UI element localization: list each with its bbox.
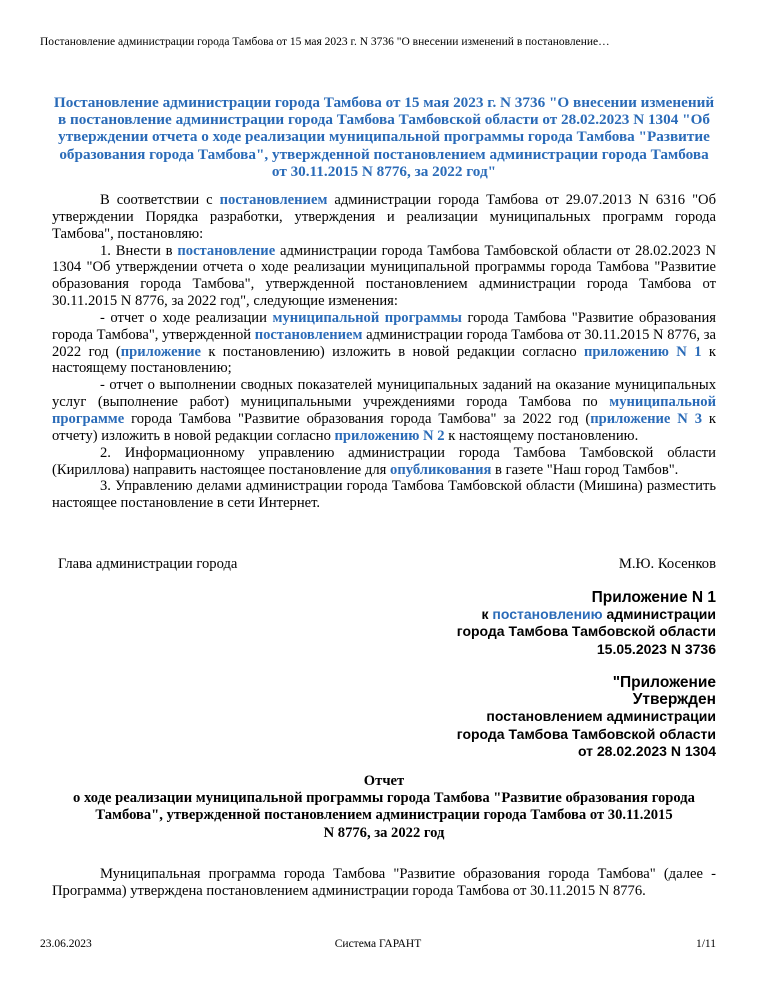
text-fragment: администрации города Тамбова от 30.11.2015 N 8776, за 2022 год (	[52, 326, 716, 360]
text-fragment: 3. Управлению делами администрации города Тамбова Тамбовской области (Мишина) разместить настоящее постановление в сети Интернет.	[52, 478, 716, 512]
text-fragment: администрации	[602, 606, 716, 623]
text-fragment: - отчет о выполнении сводных показателей муниципальных заданий на оказание муниципальных услуг (выполнение работ) муниципальными учреждениями города Тамбова по	[52, 377, 716, 411]
text-fragment: города Тамбова "Развитие образования города Тамбова", утвержденной	[52, 309, 717, 343]
appendix-1-line: города Тамбова Тамбовской области	[456, 623, 716, 640]
link-postanovleniem-2[interactable]: постановлением	[254, 326, 363, 343]
appendix-approval-line: города Тамбова Тамбовской области	[456, 725, 716, 742]
report-subtitle-line: Тамбова", утвержденной постановлением администрации города Тамбова от 30.11.2015	[95, 807, 673, 824]
text-fragment: города Тамбова "Развитие образования города Тамбова" за 2022 год (	[124, 410, 591, 427]
appendix-approval-title: "Приложение	[612, 674, 716, 691]
appendix-approval-header	[296, 674, 716, 760]
text-fragment: к настоящему постановлению.	[444, 427, 639, 444]
appendix-approval-date: от 28.02.2023 N 1304	[577, 742, 716, 759]
signature-position: Глава администрации города	[58, 556, 238, 572]
paragraph-item-1	[52, 243, 716, 310]
document-body	[52, 192, 716, 512]
link-municipal-program[interactable]: муниципальной программы	[272, 309, 462, 326]
text-fragment: 2. Информационному управлению администрации города Тамбова Тамбовской области (Кириллова) направить настоящее постановление для	[52, 444, 716, 478]
text-fragment: к постановлению) изложить в новой редакции согласно	[200, 343, 585, 360]
paragraph-change-1	[52, 310, 716, 377]
footer-system: Система ГАРАНТ	[334, 938, 422, 950]
text-fragment: администрации города Тамбова Тамбовской области от 28.02.2023 N 1304 "Об утверждении отчета о ходе реализации муниципальной программы города Тамбова "Развитие образования города Тамбова", утвержденной постановлением администрации города Тамбова от 30.11.2015 N 8776, за 2022 год", следующие изменения:	[52, 242, 716, 310]
text-fragment: администрации города Тамбова от 29.07.2013 N 6316 "Об утверждении Порядка разработки, утверждения и реализации муниципальных программ города Тамбова", постановляю:	[52, 192, 716, 242]
report-heading: Отчет	[363, 773, 405, 789]
link-prilozhenie[interactable]: приложение	[120, 343, 201, 360]
link-opublikovaniya[interactable]: опубликования	[390, 461, 492, 478]
intro-paragraph: Муниципальная программа города Тамбова "Развитие образования города Тамбова" (далее - Программа) утверждена постановлением администрации города Тамбова от 30.11.2015 N 8776.	[52, 866, 716, 900]
footer-page-number: 1/11	[695, 938, 716, 950]
text-fragment: 1. Внести в	[100, 242, 178, 259]
report-title	[52, 773, 716, 842]
link-prilozheniyu-2[interactable]: приложению N 2	[334, 427, 445, 444]
report-subtitle-line: о ходе реализации муниципальной программы города Тамбова "Развитие образования города	[73, 790, 695, 807]
paragraph-item-3	[52, 478, 716, 512]
footer-date: 23.06.2023	[40, 938, 92, 950]
text-fragment: в газете "Наш город Тамбов".	[491, 461, 679, 478]
signature-block	[58, 556, 716, 573]
text-fragment: к отчету) изложить в новой редакции согласно	[52, 410, 716, 444]
link-postanovleniyu[interactable]: постановлению	[492, 606, 603, 623]
signature-name: М.Ю. Косенков	[618, 556, 716, 572]
appendix-approval-line: Утвержден	[632, 691, 716, 709]
paragraph-change-2	[52, 377, 716, 444]
running-header: Постановление администрации города Тамбова от 15 мая 2023 г. N 3736 "О внесении изменений в постановление…	[40, 36, 610, 48]
paragraph-item-2	[52, 445, 716, 479]
report-intro	[52, 866, 716, 900]
text-fragment: к настоящему постановлению;	[52, 343, 716, 377]
paragraph-preamble	[52, 192, 716, 243]
appendix-1-date: 15.05.2023 N 3736	[596, 640, 716, 657]
link-prilozhenie-3[interactable]: приложение N 3	[590, 410, 702, 427]
page-footer	[40, 938, 716, 952]
text-fragment: - отчет о ходе реализации	[100, 309, 273, 326]
link-postanovleniem[interactable]: постановлением	[219, 192, 328, 208]
link-municipal-programme[interactable]: муниципальной программе	[52, 394, 716, 427]
report-subtitle-line: N 8776, за 2022 год	[323, 824, 445, 841]
appendix-1-line	[296, 606, 716, 623]
appendix-approval-line: постановлением администрации	[486, 708, 716, 725]
text-fragment: В соответствии с	[100, 192, 220, 208]
link-postanovlenie[interactable]: постановление	[177, 242, 276, 259]
text-fragment: к	[481, 606, 493, 623]
link-prilozheniyu-1[interactable]: приложению N 1	[584, 343, 702, 360]
document-title: Постановление администрации города Тамбова от 15 мая 2023 г. N 3736 "О внесении изменений в постановление администрации города Тамбова Тамбовской области от 28.02.2023 N 1304 "Об утверждении отчета о ходе реализации муниципальной программы города Тамбова "Развитие образования города Тамбова", утвержденной постановлением администрации города Тамбова от 30.11.2015 N 8776, за 2022 год"	[53, 94, 715, 180]
appendix-1-header	[296, 589, 716, 658]
appendix-1-title: Приложение N 1	[591, 589, 716, 606]
